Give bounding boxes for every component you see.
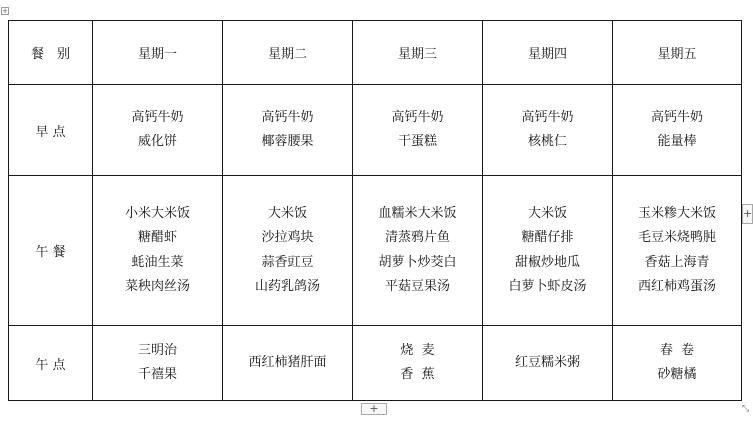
menu-item: 菜秧肉丝汤 — [124, 279, 190, 294]
cell-lunch-monday — [93, 176, 223, 326]
menu-item: 清蒸鸦片鱼 — [384, 230, 450, 245]
cell-snack-friday — [613, 326, 742, 401]
menu-item: 三明治 — [137, 342, 177, 358]
menu-item: 高钙牛奶 — [521, 109, 574, 125]
menu-item: 沙拉鸡块 — [261, 230, 314, 245]
menu-item: 玉米糁大米饭 — [637, 205, 716, 221]
cell-snack-tuesday — [223, 326, 353, 401]
menu-item: 红豆糯米粥 — [514, 354, 580, 370]
cell-lunch-friday — [613, 176, 742, 326]
menu-item: 蚝油生菜 — [131, 254, 184, 270]
table-resize-handle[interactable]: ⤡ — [742, 404, 750, 414]
cell-breakfast-wednesday — [353, 85, 483, 176]
header-day-wednesday: 星期三 — [353, 21, 483, 85]
row-label-lunch: 午 餐 — [9, 176, 93, 326]
menu-item: 高钙牛奶 — [261, 109, 314, 125]
cell-breakfast-tuesday — [223, 85, 353, 176]
menu-item: 威化饼 — [137, 134, 177, 149]
cell-breakfast-thursday — [483, 85, 613, 176]
cell-snack-monday — [93, 326, 223, 401]
menu-item: 香 蕉 — [400, 367, 435, 382]
menu-item: 甜椒炒地瓜 — [514, 254, 580, 270]
menu-item: 高钙牛奶 — [650, 109, 703, 125]
weekly-menu-table — [8, 20, 742, 401]
header-day-friday: 星期五 — [613, 21, 742, 85]
menu-item: 大米饭 — [527, 205, 567, 221]
menu-item: 高钙牛奶 — [131, 109, 184, 125]
menu-item: 小米大米饭 — [124, 205, 190, 221]
menu-item: 千禧果 — [137, 367, 177, 382]
menu-item: 西红柿猪肝面 — [248, 354, 327, 370]
cell-breakfast-friday — [613, 85, 742, 176]
menu-item: 烧 麦 — [400, 342, 435, 358]
cell-snack-thursday — [483, 326, 613, 401]
header-day-monday: 星期一 — [93, 21, 223, 85]
cell-lunch-thursday — [483, 176, 613, 326]
row-label-breakfast: 早 点 — [9, 85, 93, 176]
menu-item: 干蛋糕 — [397, 134, 437, 149]
row-afternoon-snack — [9, 326, 742, 401]
add-row-button[interactable]: + — [361, 403, 387, 415]
header-day-thursday: 星期四 — [483, 21, 613, 85]
menu-item: 西红柿鸡蛋汤 — [637, 279, 716, 294]
row-lunch — [9, 176, 742, 326]
row-breakfast — [9, 85, 742, 176]
menu-item: 毛豆米烧鸭肫 — [637, 230, 716, 245]
menu-item: 春 卷 — [659, 342, 695, 358]
menu-item: 糖醋虾 — [137, 230, 177, 245]
menu-item: 胡萝卜炒茭白 — [378, 254, 457, 270]
menu-item: 蒜香豇豆 — [261, 254, 314, 270]
cell-lunch-wednesday — [353, 176, 483, 326]
header-row — [9, 21, 742, 85]
add-column-button[interactable]: + — [742, 204, 753, 224]
menu-item: 山药乳鸽汤 — [254, 279, 320, 294]
header-day-tuesday: 星期二 — [223, 21, 353, 85]
menu-item: 糖醋仔排 — [521, 230, 574, 245]
menu-item: 大米饭 — [267, 205, 307, 221]
menu-item: 高钙牛奶 — [391, 109, 444, 125]
menu-item: 能量棒 — [657, 134, 697, 149]
menu-item: 椰蓉腰果 — [261, 134, 314, 149]
menu-item: 平菇豆果汤 — [384, 279, 450, 294]
cell-snack-wednesday — [353, 326, 483, 401]
menu-item: 血糯米大米饭 — [378, 205, 457, 221]
menu-item: 砂糖橘 — [657, 367, 697, 382]
cell-lunch-tuesday — [223, 176, 353, 326]
table-move-handle[interactable]: + — [2, 7, 8, 15]
header-meal-type: 餐 别 — [9, 21, 93, 85]
menu-item: 香菇上海青 — [644, 254, 710, 270]
menu-item: 核桃仁 — [527, 134, 567, 149]
row-label-afternoon-snack: 午 点 — [9, 326, 93, 401]
menu-item: 白萝卜虾皮汤 — [508, 279, 587, 294]
cell-breakfast-monday — [93, 85, 223, 176]
